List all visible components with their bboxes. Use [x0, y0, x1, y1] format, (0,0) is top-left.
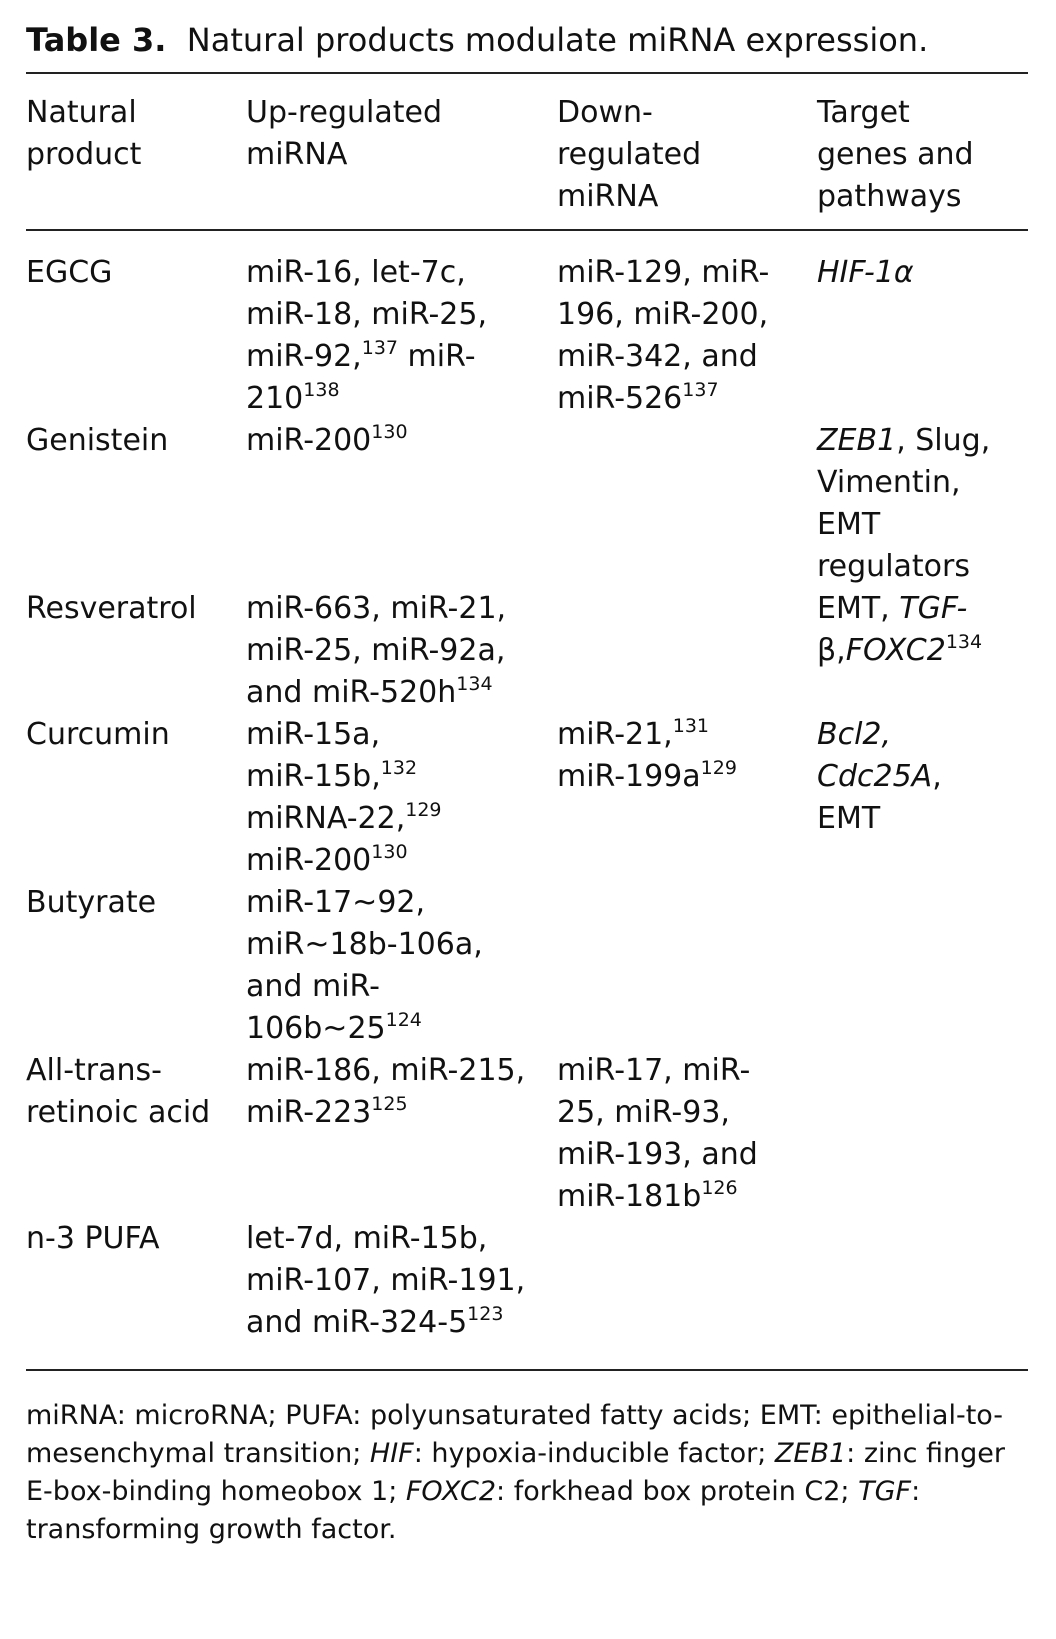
table-label: Table 3. [26, 21, 167, 59]
cell-up-regulated: miR-15a, miR-15b,$^{132}$ miRNA-22,$^{129}$ miR-$200^{130}$ [246, 717, 442, 878]
table-footnote: miRNA: microRNA; PUFA: polyunsaturated fatty acids; EMT: epithelial-to-mesenchymal transition; HIF: hypoxia-inducible factor; ZEB1: zinc finger E-box-binding homeobox 1; FOXC2: forkhead box protein C2; TGF: transforming growth factor. [26, 1400, 1006, 1545]
cell-down-regulated [557, 420, 817, 588]
header-target-genes: Target genes and pathways [817, 95, 974, 214]
cell-target [817, 1218, 1028, 1344]
cell-up-regulated: miR-186, miR-215, miR-$223^{125}$ [246, 1053, 526, 1130]
top-rule [26, 72, 1028, 74]
cell-product: All-trans- retinoic acid [26, 1053, 211, 1130]
cell-product: Genistein [26, 423, 169, 458]
cell-product: Butyrate [26, 885, 157, 920]
cell-product: EGCG [26, 255, 113, 290]
table-row [26, 1050, 1028, 1218]
cell-down-regulated: miR-21,$^{131}$ miR-$199a^{129}$ [557, 715, 737, 794]
header-up-regulated: Up-regulated miRNA [246, 95, 442, 172]
table-caption [26, 18, 928, 62]
mirna-table [26, 92, 1028, 1344]
cell-target: ZEB1, Slug, Vimentin, EMT regulators [817, 423, 991, 584]
header-down-regulated: Down- regulated miRNA [557, 95, 702, 214]
cell-down-regulated [557, 1218, 817, 1344]
table-row [26, 714, 1028, 882]
cell-down-regulated [557, 588, 817, 714]
cell-target [817, 1050, 1028, 1218]
cell-product: Curcumin [26, 717, 170, 752]
table-row [26, 420, 1028, 588]
cell-up-regulated: let-7d, miR-15b, miR-107, miR-191, and miR-$324-5^{123}$ [246, 1221, 526, 1340]
table-title: Natural products modulate miRNA expression. [186, 21, 929, 59]
cell-target: HIF-1α [817, 255, 914, 290]
table-row [26, 882, 1028, 1050]
header-row [26, 92, 1028, 236]
cell-down-regulated: miR-129, miR- 196, miR-200, miR-342, and miR-$526^{137}$ [557, 255, 770, 416]
cell-up-regulated: miR-17~92, miR~18b-106a, and miR- $106b\sim 25^{124}$ [246, 885, 483, 1046]
cell-up-regulated: miR-16, let-7c, miR-18, miR-25, miR-92,$^{137}$ miR- $210^{138}$ [246, 255, 487, 416]
header-natural-product: Natural product [26, 95, 142, 172]
cell-target [817, 882, 1028, 1050]
table-row [26, 236, 1028, 420]
bottom-rule [26, 1369, 1028, 1371]
cell-target: EMT, TGF- $\beta,FOXC2^{134}$ [817, 591, 983, 668]
table-row [26, 588, 1028, 714]
cell-down-regulated [557, 882, 817, 1050]
cell-product: n-3 PUFA [26, 1221, 160, 1256]
table-row [26, 1218, 1028, 1344]
cell-down-regulated: miR-17, miR- 25, miR-93, miR-193, and miR-$181b^{126}$ [557, 1053, 758, 1214]
cell-target: Bcl2, Cdc25A, EMT [817, 717, 942, 836]
cell-up-regulated: miR-$200^{130}$ [246, 421, 408, 458]
cell-up-regulated: miR-663, miR-21, miR-25, miR-92a, and miR-$520h^{134}$ [246, 591, 507, 710]
cell-product: Resveratrol [26, 591, 197, 626]
